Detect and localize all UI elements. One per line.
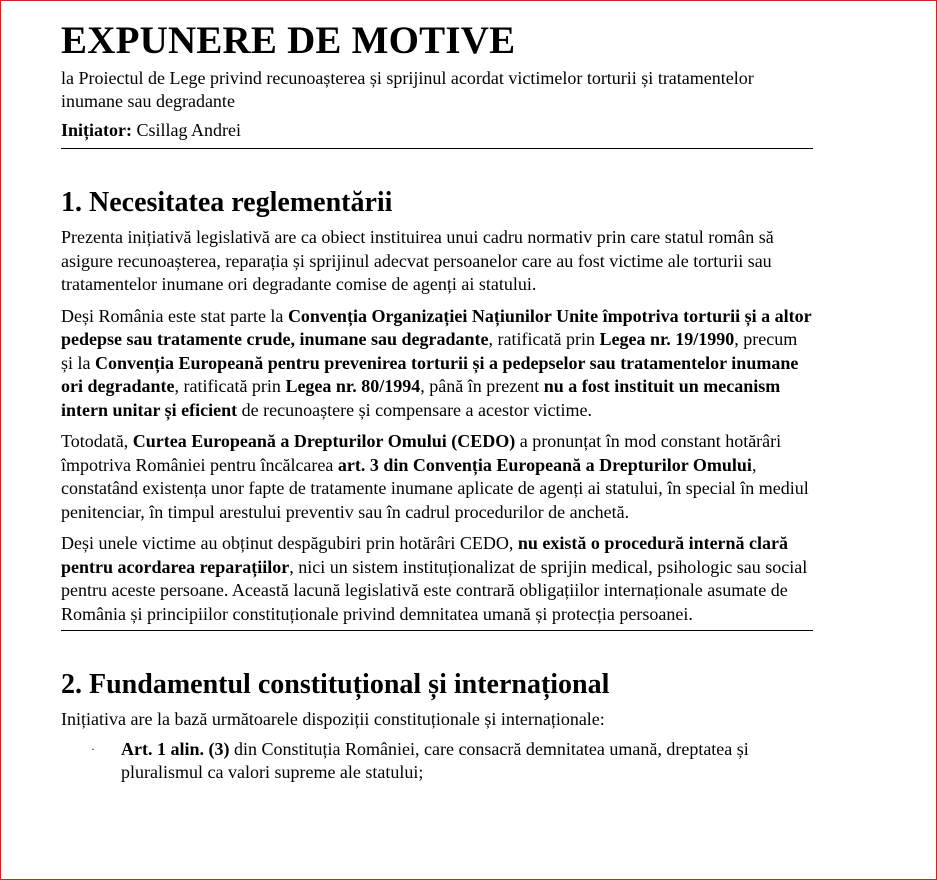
initiator-line [61, 119, 813, 142]
header-divider [61, 148, 813, 149]
section-1-divider [61, 630, 813, 631]
section-1-paragraph-4: Deși unele victime au obținut despăgubiri prin hotărâri CEDO, nu există o procedură internă clară pentru acordarea reparațiilor, nici un sistem instituționalizat de sprijin medical, psihologic sau social pentru aceste persoane. Această lacună legislativă este contrară obligațiilor internaționale asumate de România și principiilor constituționale privind demnitatea umană și protecția persoanei. [61, 533, 808, 624]
legal-basis-list [61, 738, 813, 785]
section-2-heading: 2. Fundamentul constituțional și internațional [61, 669, 610, 700]
document-title: EXPUNERE DE MOTIVE [61, 19, 516, 62]
initiator-name: Csillag Andrei [132, 120, 241, 140]
section-1-paragraph-1: Prezenta inițiativă legislativă are ca obiect instituirea unui cadru normativ prin care statul român să asigure recunoașterea, reparația și sprijinul adecvat persoanelor care au fost victime ale torturii sau tratamentelor inumane ori degradante comise de agenți ai statului. [61, 227, 774, 294]
document [61, 1, 813, 785]
document-subtitle: la Proiectul de Lege privind recunoașterea și sprijinul acordat victimelor torturii și tratamentelor inumane sau degradante [61, 68, 754, 111]
section-1-paragraph-2: Deși România este stat parte la Convenția Organizației Națiunilor Unite împotriva torturii și a altor pedepse sau tratamente crude, inumane sau degradante, ratificată prin Legea nr. 19/1990, precum și la Convenția Europeană pentru prevenirea torturii și a pedepselor sau tratamentelor inumane ori degradante, ratificată prin Legea nr. 80/1994, până în prezent nu a fost instituit un mecanism intern unitar și eficient de recunoaștere și compensare a acestor victime. [61, 305, 812, 420]
initiator-label: Inițiator: [61, 120, 132, 140]
section-1-paragraph-3: Totodată, Curtea Europeană a Drepturilor Omului (CEDO) a pronunțat în mod constant hotărâri împotriva României pentru încălcarea art. 3 din Convenția Europeană a Drepturilor Omului, constatând existența unor fapte de tratamente inumane aplicate de agenți ai statului, în special în mediul penitenciar, în timpul arestului preventiv sau în cadrul procedurilor de anchetă. [61, 431, 809, 522]
bullet-icon: · [91, 741, 95, 756]
section-2-intro: Inițiativa are la bază următoarele dispoziții constituționale și internaționale: [61, 709, 605, 729]
list-item: · Art. 1 alin. (3) din Constituția României, care consacră demnitatea umană, dreptatea și pluralismul ca valori supreme ale statului; [91, 738, 749, 782]
section-1-heading: 1. Necesitatea reglementării [61, 187, 393, 218]
